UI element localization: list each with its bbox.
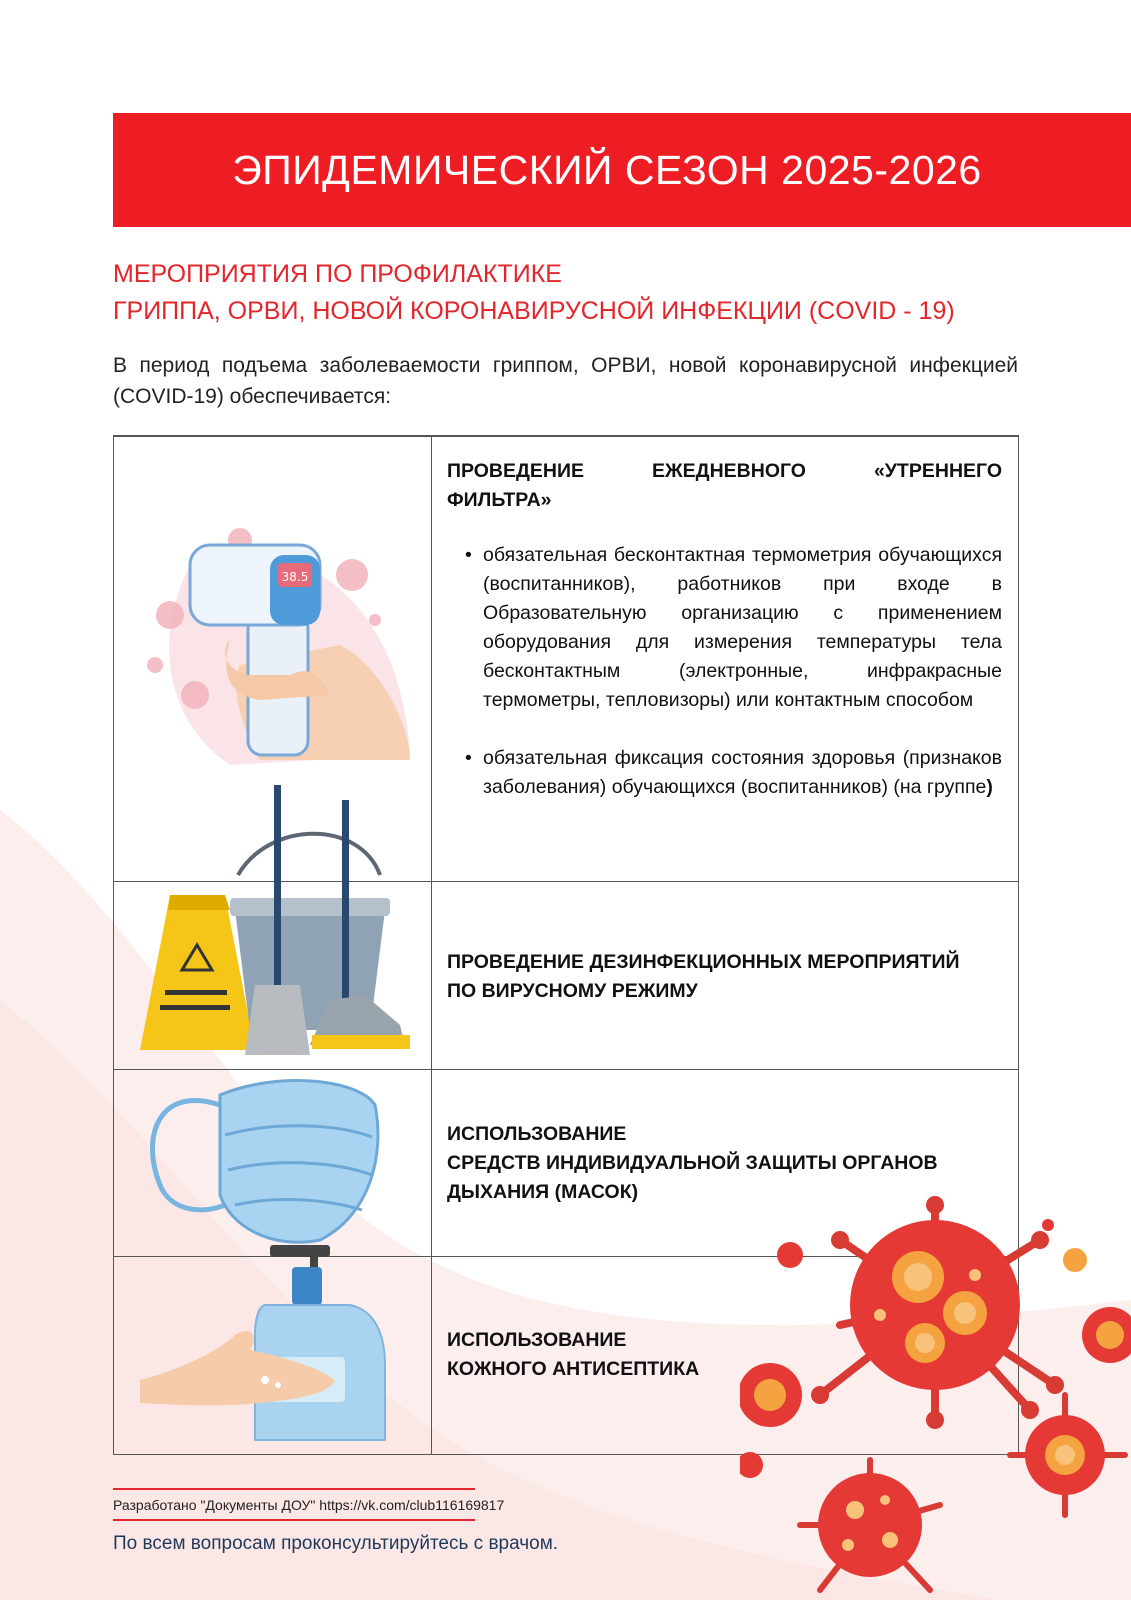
row-heading: ИСПОЛЬЗОВАНИЕ: [447, 1123, 627, 1145]
row-heading: ИСПОЛЬЗОВАНИЕ: [447, 1329, 627, 1351]
row-text-masks: [447, 1120, 1002, 1207]
consult-note: По всем вопросам проконсультируйтесь с врачом.: [113, 1533, 559, 1554]
row-text-disinfection: [447, 948, 1002, 1006]
antiseptic-illustration: [140, 1245, 400, 1450]
credit-text: Разработано "Документы ДОУ" https://vk.com/club116169817: [113, 1497, 505, 1513]
cleaning-illustration: [130, 780, 420, 1065]
list-item: • обязательная бесконтактная термометрия обучающихся (воспитанников), работников при входе в Образовательную организацию с применением оборудования для измерения температуры тела бесконтактным (электронные, инфракрасные термометры, тепловизоры) или контактным способом: [465, 544, 1002, 711]
footer-divider-top: [113, 1488, 475, 1490]
subtitle-line-2: ГРИППА, ОРВИ, НОВОЙ КОРОНАВИРУСНОЙ ИНФЕКЦИИ (COVID - 19): [113, 297, 955, 325]
thermometer-display: 38.5: [281, 570, 309, 584]
row-heading: ПРОВЕДЕНИЕ ЕЖЕДНЕВНОГО «УТРЕННЕГО: [447, 460, 1002, 482]
row-heading: ДЫХАНИЯ (МАСОК): [447, 1181, 639, 1203]
page-title: ЭПИДЕМИЧЕСКИЙ СЕЗОН 2025-2026: [232, 146, 982, 193]
subtitle: [113, 256, 955, 330]
footer-divider-bottom: [113, 1519, 475, 1521]
row-heading: ФИЛЬТРА»: [447, 489, 552, 511]
thermometer-illustration: [130, 525, 420, 775]
title-banner: [113, 113, 1131, 227]
row-heading: КОЖНОГО АНТИСЕПТИКА: [447, 1358, 700, 1380]
intro-paragraph: В период подъема заболеваемости гриппом, ОРВИ, новой коронавирусной инфекцией (COVID-19) обеспечивается:: [113, 354, 1018, 408]
virus-decoration: [740, 1195, 1131, 1600]
row-heading: ПРОВЕДЕНИЕ ДЕЗИНФЕКЦИОННЫХ МЕРОПРИЯТИЙ: [447, 951, 960, 973]
subtitle-line-1: МЕРОПРИЯТИЯ ПО ПРОФИЛАКТИКЕ: [113, 260, 562, 288]
mask-illustration: [140, 1075, 390, 1250]
row-text-morning-filter: [447, 457, 1002, 831]
bullet-list: [447, 541, 1002, 802]
row-heading: ПО ВИРУСНОМУ РЕЖИМУ: [447, 980, 698, 1002]
list-item: • обязательная фиксация состояния здоровья (признаков заболевания) обучающихся (воспитанников) (на группе): [465, 747, 1002, 798]
row-heading: СРЕДСТВ ИНДИВИДУАЛЬНОЙ ЗАЩИТЫ ОРГАНОВ: [447, 1152, 938, 1174]
table-column-divider: [431, 436, 432, 1454]
